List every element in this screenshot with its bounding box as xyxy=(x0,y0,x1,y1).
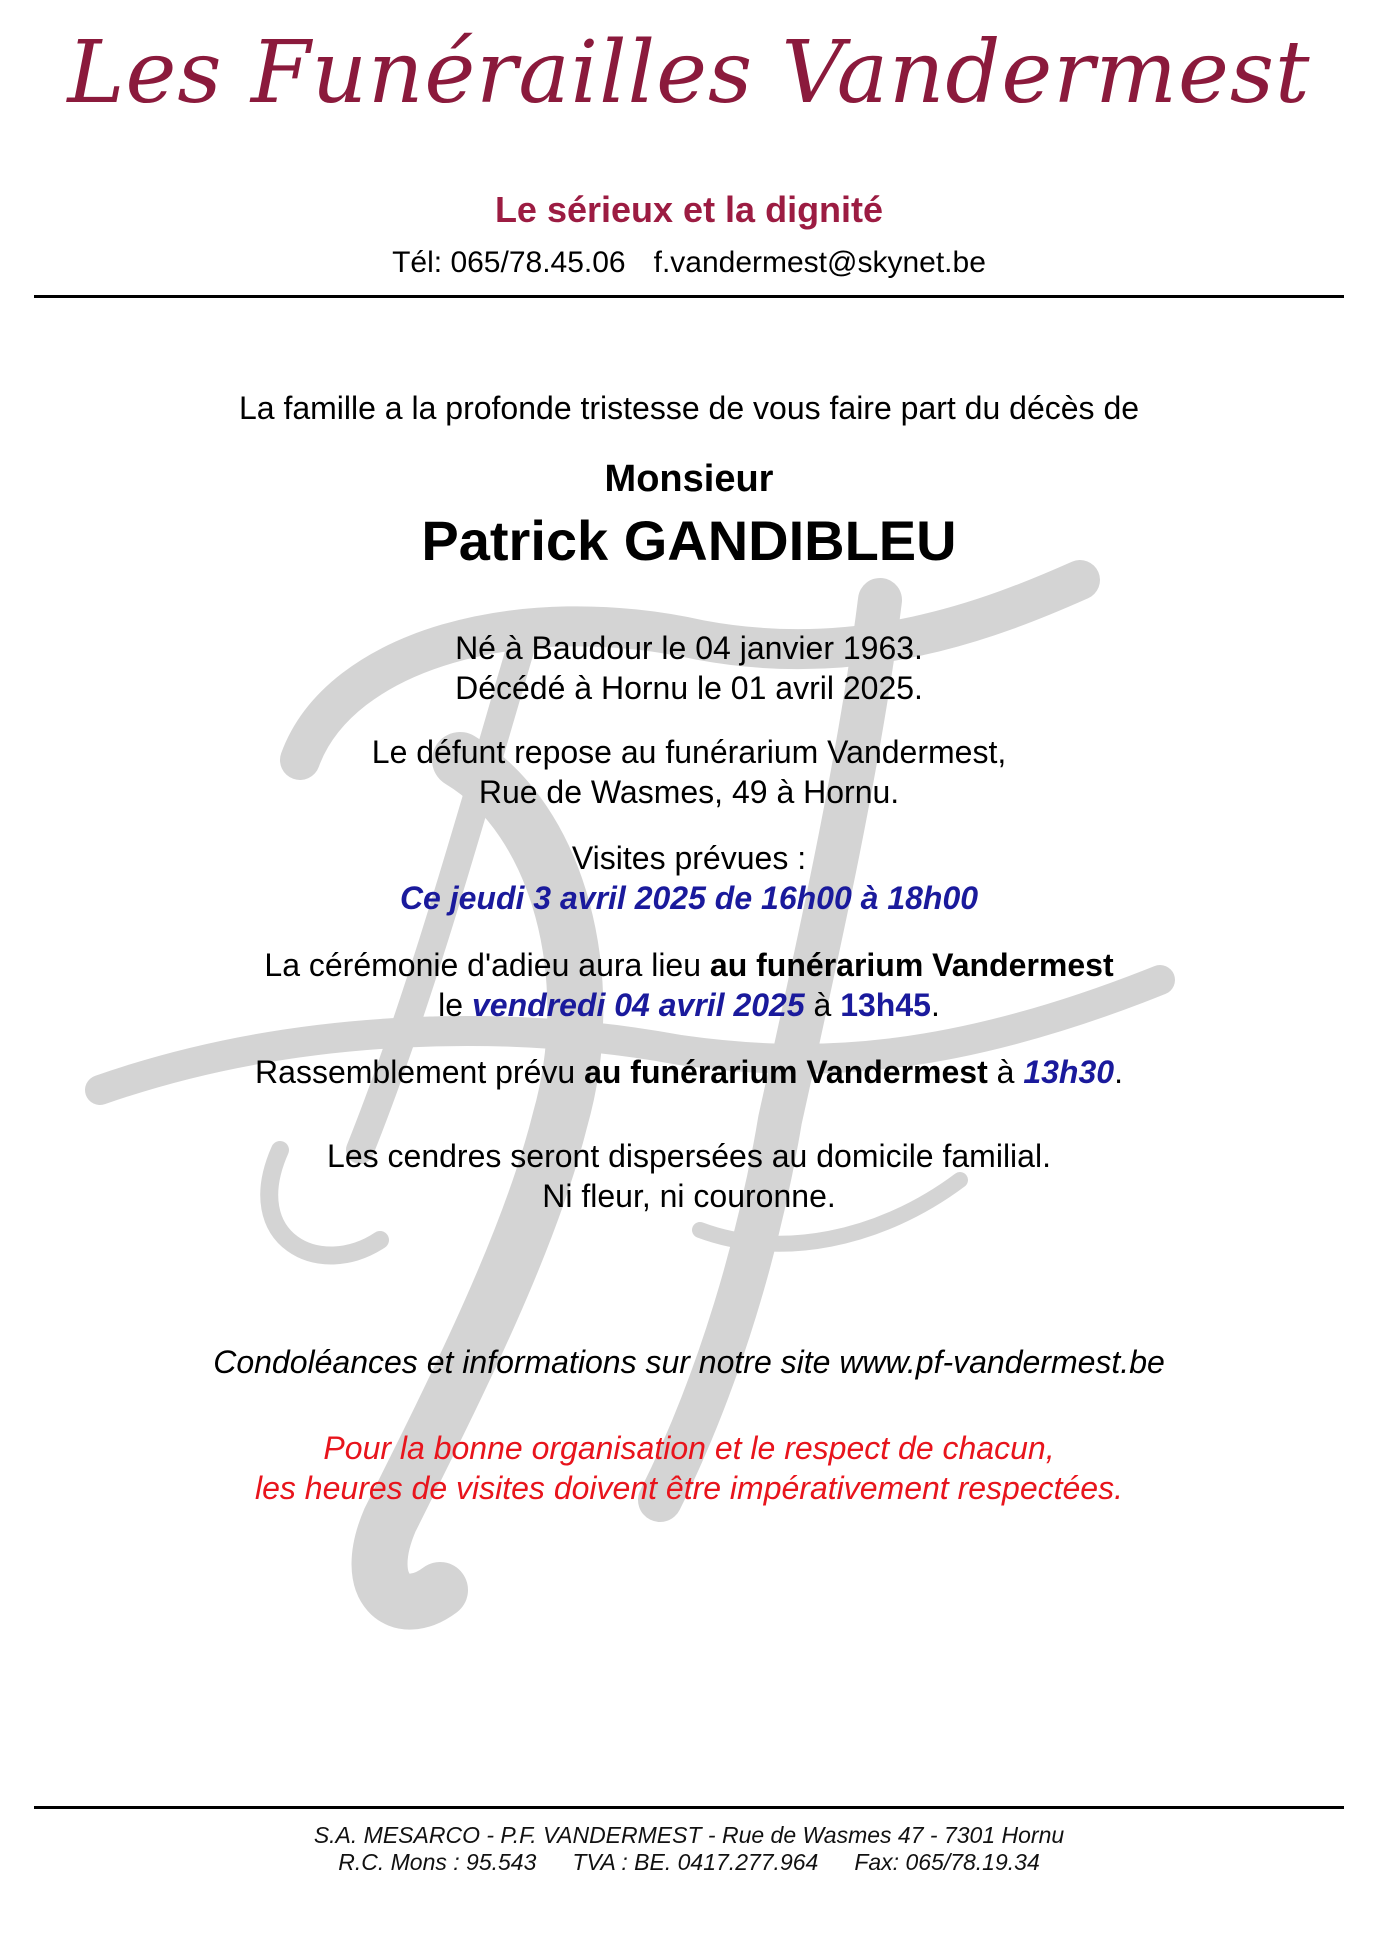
brand-logo: Les Funérailles Vandermest xyxy=(67,23,1311,123)
visits-detail: Ce jeudi 3 avril 2025 de 16h00 à 18h00 xyxy=(399,880,979,916)
ashes-info xyxy=(0,1136,1378,1216)
gathering-time: 13h30 xyxy=(1023,1054,1115,1090)
notice-line-1: Pour la bonne organisation et le respect de chacun, xyxy=(323,1430,1055,1466)
resting-line-1: Le défunt repose au funérarium Vandermest, xyxy=(371,734,1007,770)
ceremony-date: vendredi 04 avril 2025 xyxy=(471,987,805,1023)
ceremony-line-1 xyxy=(0,945,1378,985)
email-address: f.vandermest@skynet.be xyxy=(653,246,986,279)
resting-line-2: Rue de Wasmes, 49 à Hornu. xyxy=(478,774,900,810)
footer-tva: TVA : BE. 0417.277.964 xyxy=(572,1849,819,1875)
death-line: Décédé à Hornu le 01 avril 2025. xyxy=(455,670,923,706)
ashes-line-1: Les cendres seront dispersées au domicile familial. xyxy=(327,1138,1051,1174)
gathering-prefix: Rassemblement prévu xyxy=(255,1054,585,1090)
birth-line: Né à Baudour le 04 janvier 1963. xyxy=(455,630,923,666)
ceremony-a: à xyxy=(804,987,841,1023)
ashes-line-2: Ni fleur, ni couronne. xyxy=(542,1178,836,1214)
contact-line xyxy=(0,244,1378,282)
ceremony-le: le xyxy=(438,987,472,1023)
ceremony-end: . xyxy=(930,987,940,1023)
visiting-notice xyxy=(0,1428,1378,1508)
ceremony-place: au funérarium Vandermest xyxy=(709,947,1114,983)
ceremony-info xyxy=(0,945,1378,1025)
birth-death-info xyxy=(0,628,1378,708)
gathering-info xyxy=(0,1052,1378,1092)
header-divider xyxy=(34,295,1344,298)
condolences-website: Condoléances et informations sur notre site www.pf-vandermest.be xyxy=(213,1344,1165,1380)
visits-label: Visites prévues : xyxy=(571,840,807,876)
deceased-title: Monsieur xyxy=(604,458,774,500)
tagline: Le sérieux et la dignité xyxy=(494,189,884,230)
company-footer xyxy=(0,1822,1378,1876)
gathering-a: à xyxy=(987,1054,1024,1090)
ceremony-line-2 xyxy=(0,985,1378,1025)
gathering-end: . xyxy=(1114,1054,1123,1090)
resting-place xyxy=(0,732,1378,812)
announcement-intro: La famille a la profonde tristesse de vous faire part du décès de xyxy=(238,390,1140,426)
footer-line-1: S.A. MESARCO - P.F. VANDERMEST - Rue de Wasmes 47 - 7301 Hornu xyxy=(313,1822,1065,1848)
deceased-name: Patrick GANDIBLEU xyxy=(421,509,957,572)
ceremony-prefix: La cérémonie d'adieu aura lieu xyxy=(264,947,710,983)
footer-line-2 xyxy=(0,1849,1378,1876)
ceremony-time: 13h45 xyxy=(840,987,931,1023)
visits-info xyxy=(0,838,1378,918)
footer-fax: Fax: 065/78.19.34 xyxy=(854,1849,1040,1875)
footer-rc: R.C. Mons : 95.543 xyxy=(338,1849,537,1875)
notice-line-2: les heures de visites doivent être impérativement respectées. xyxy=(255,1470,1123,1506)
gathering-place: au funérarium Vandermest xyxy=(584,1054,988,1090)
footer-divider xyxy=(34,1806,1344,1809)
phone-number: Tél: 065/78.45.06 xyxy=(392,246,626,279)
